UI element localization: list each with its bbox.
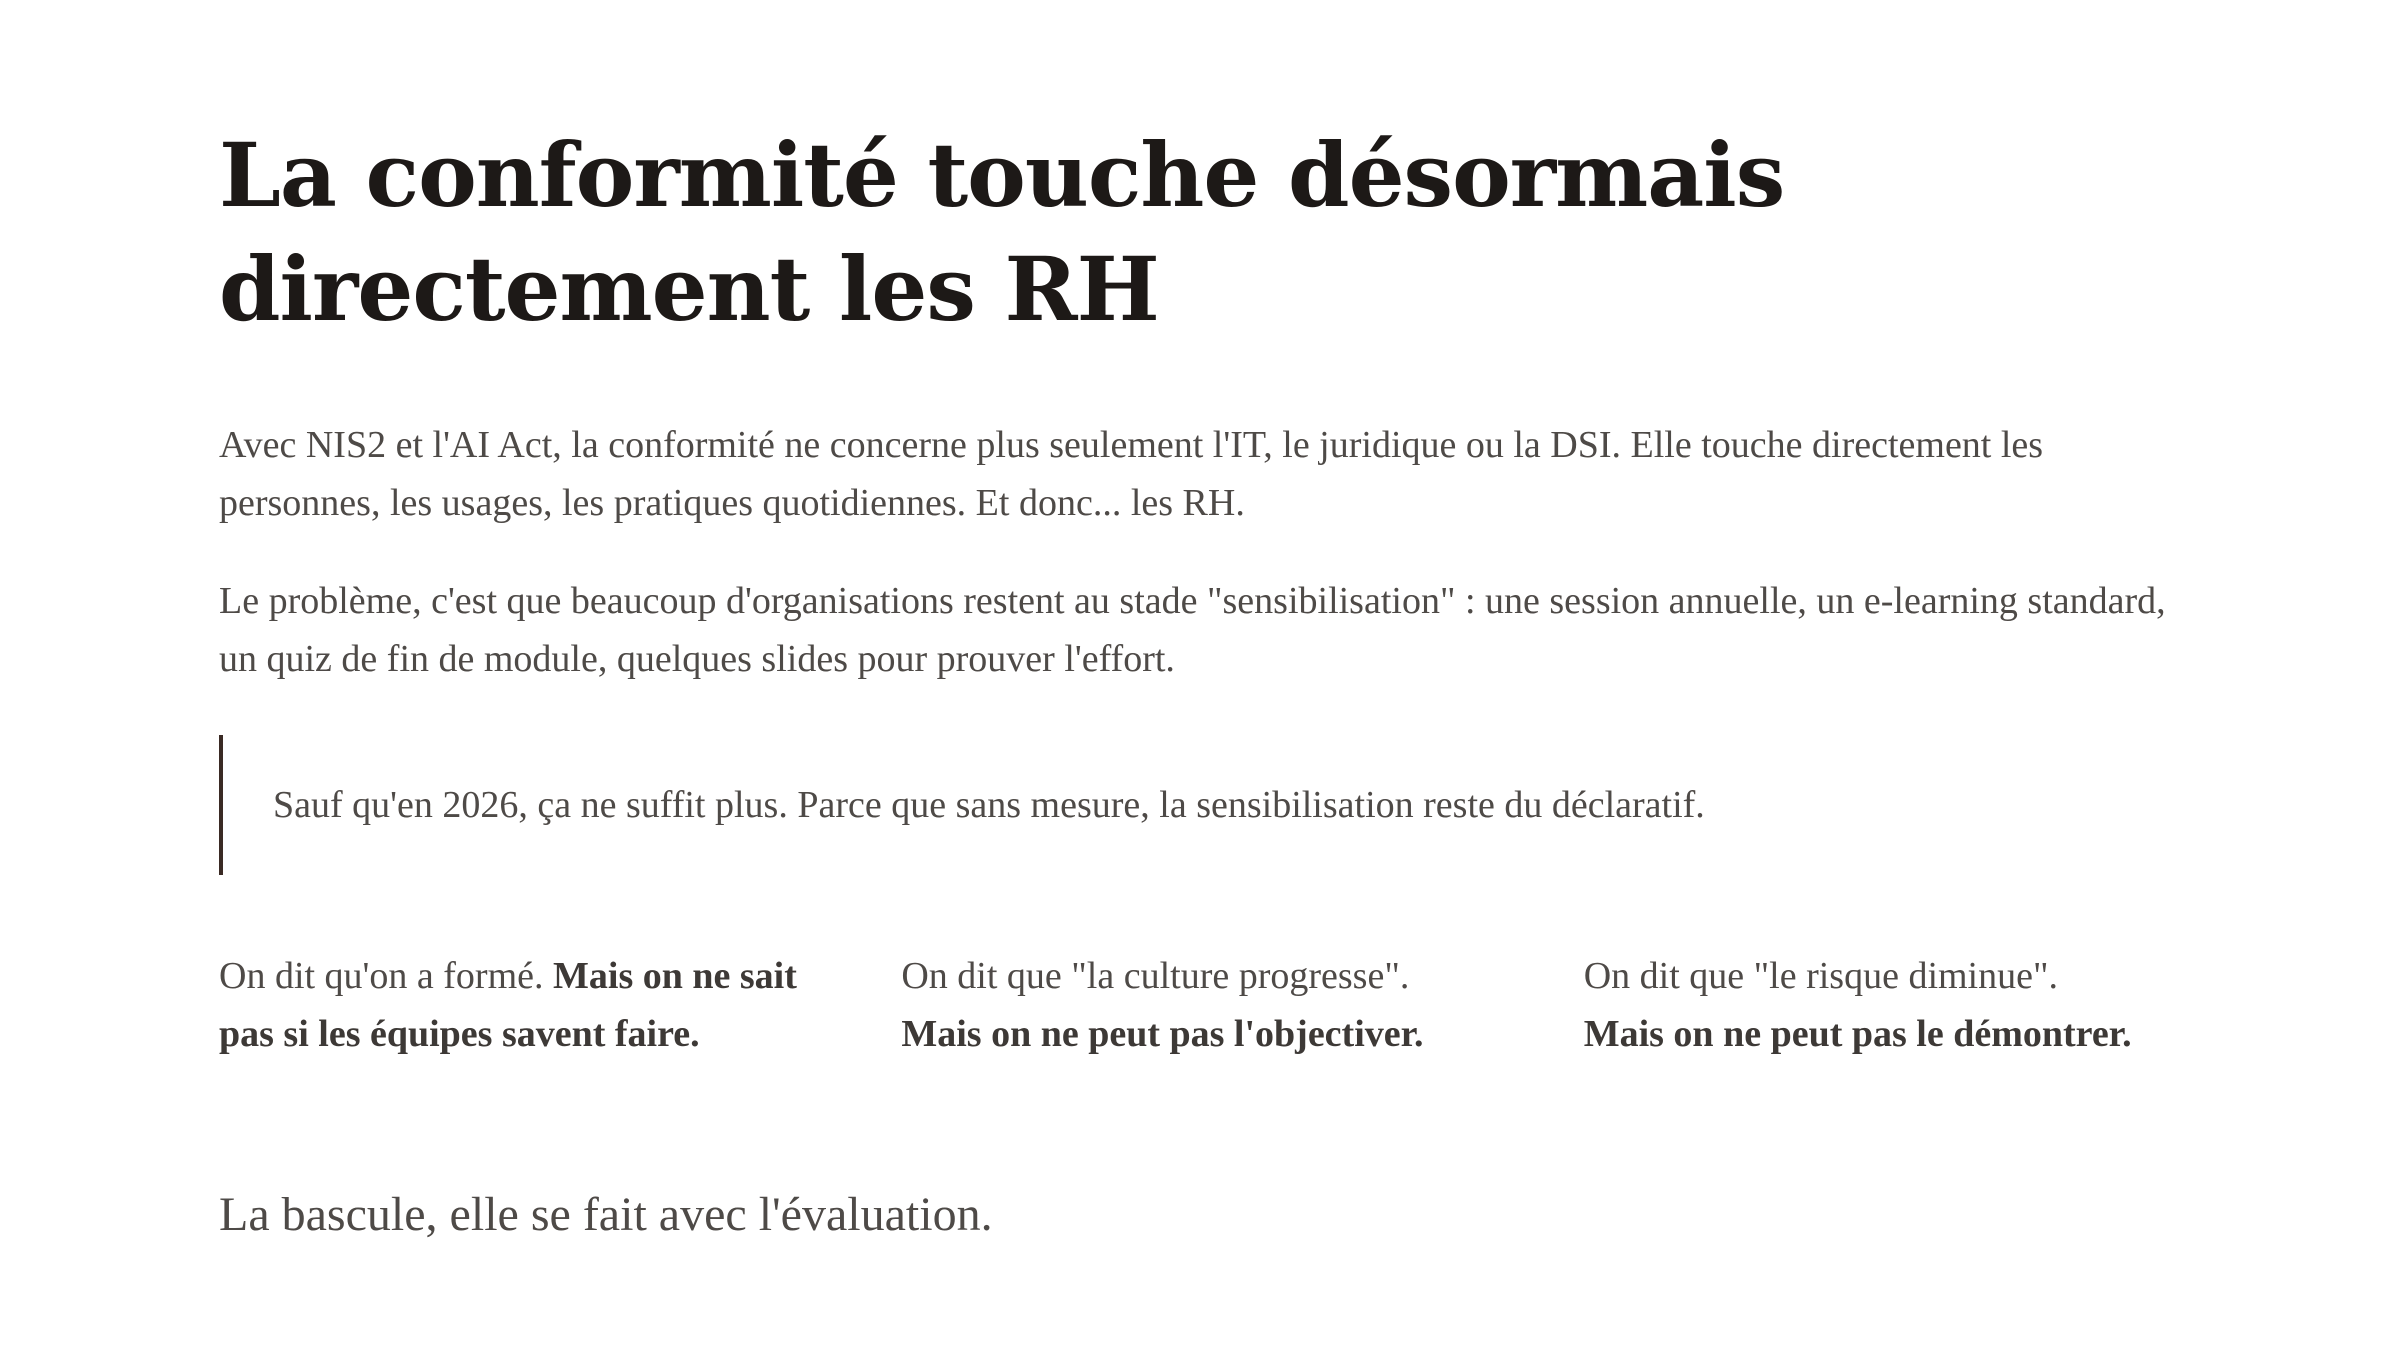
statement-column-culture [901,947,1506,1063]
statement-emphasis: Mais on ne peut pas le démontrer. [1583,1013,2132,1055]
statement-text: On dit que "la culture progresse". [901,955,1410,997]
slide-content [219,118,2199,1063]
problem-paragraph: Le problème, c'est que beaucoup d'organisations restent au stade "sensibilisation" : une session annuelle, un e-learning standard, un quiz de fin de module, quelques slides pour prouver l'effort. [219,580,2166,680]
statement-column-risque [1584,947,2199,1063]
blockquote [219,735,2199,875]
intro-paragraph: Avec NIS2 et l'AI Act, la conformité ne concerne plus seulement l'IT, le juridique ou la DSI. Elle touche directement les personnes, les usages, les pratiques quotidiennes. Et donc... les RH. [219,424,2044,524]
quote-text: Sauf qu'en 2026, ça ne suffit plus. Parce que sans mesure, la sensibilisation reste du déclaratif. [273,784,1705,826]
statement-emphasis: Mais on ne peut pas l'objectiver. [901,1013,1424,1055]
title-line-1: La conformité touche désormais [219,123,1785,227]
statement-text: On dit que "le risque diminue". [1583,955,2058,997]
statement-column-formation [219,947,824,1063]
three-column-statements [219,947,2199,1063]
page-title [219,118,2199,346]
statement-text: On dit qu'on a formé. [219,955,554,997]
statement-emphasis: Mais on ne sait pas si les équipes savent faire. [219,955,797,1055]
title-line-2: directement les RH [219,237,1159,341]
closing-statement: La bascule, elle se fait avec l'évaluation. [219,1188,993,1241]
